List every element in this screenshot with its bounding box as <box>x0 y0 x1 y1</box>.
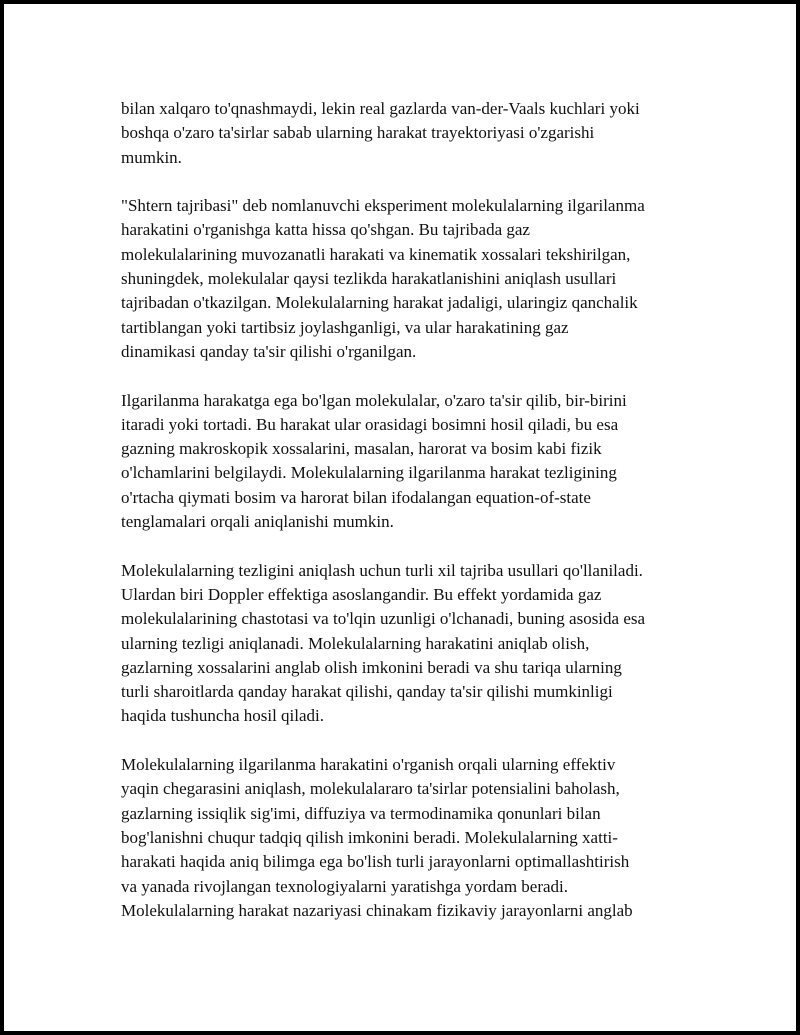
text-line: Ulardan biri Doppler effektiga asoslangandir. Bu effekt yordamida gaz <box>121 584 602 604</box>
text-line: bog'lanishni chuqur tadqiq qilish imkonini beradi. Molekulalarning xatti- <box>121 827 618 847</box>
text-line: molekulalarining chastotasi va to'lqin uzunligi o'lchanadi, buning asosida esa <box>121 609 646 629</box>
text-line: o'rtacha qiymati bosim va harorat bilan ifodalangan equation-of-state <box>121 487 591 507</box>
text-line: yaqin chegarasini aniqlash, molekulalararo ta'sirlar potensialini baholash, <box>121 779 620 799</box>
text-line: haqida tushuncha hosil qiladi. <box>121 706 325 726</box>
text-line: tajribadan o'tkazilgan. Molekulalarning harakat jadaligi, ularingiz qanchalik <box>121 293 638 313</box>
text-line: turli sharoitlarda qanday harakat qilishi, qanday ta'sir qilishi mumkinligi <box>121 682 613 702</box>
paragraph <box>121 753 701 923</box>
paragraph <box>121 194 701 364</box>
paragraph <box>121 559 701 729</box>
text-line: mumkin. <box>121 147 182 167</box>
paragraph <box>121 97 701 170</box>
document-body <box>121 97 701 947</box>
text-line: "Shtern tajribasi" deb nomlanuvchi eksperiment molekulalarning ilgarilanma <box>121 196 645 216</box>
text-line: dinamikasi qanday ta'sir qilishi o'rganilgan. <box>121 341 417 361</box>
text-line: itaradi yoki tortadi. Bu harakat ular orasidagi bosimni hosil qiladi, bu esa <box>121 414 619 434</box>
text-line: Molekulalarning tezligini aniqlash uchun turli xil tajriba usullari qo'llaniladi. <box>121 560 643 580</box>
text-line: gazlarning issiqlik sig'imi, diffuziya va termodinamika qonunlari bilan <box>121 803 601 823</box>
text-line: gazning makroskopik xossalarini, masalan, harorat va bosim kabi fizik <box>121 439 602 459</box>
text-line: bilan xalqaro to'qnashmaydi, lekin real gazlarda van-der-Vaals kuchlari yoki <box>121 99 640 118</box>
paragraph <box>121 389 701 535</box>
text-line: o'lchamlarini belgilaydi. Molekulalarning ilgarilanma harakat tezligining <box>121 463 617 483</box>
text-line: tartiblangan yoki tartibsiz joylashganligi, va ular harakatining gaz <box>121 317 569 337</box>
text-line: shuningdek, molekulalar qaysi tezlikda harakatlanishini aniqlash usullari <box>121 269 617 289</box>
text-line: molekulalarining muvozanatli harakati va kinematik xossalari tekshirilgan, <box>121 244 631 264</box>
text-line: Ilgarilanma harakatga ega bo'lgan molekulalar, o'zaro ta'sir qilib, bir-birini <box>121 390 627 410</box>
text-line: gazlarning xossalarini anglab olish imkonini beradi va shu tariqa ularning <box>121 657 622 677</box>
text-line: ularning tezligi aniqlanadi. Molekulalarning harakatini aniqlab olish, <box>121 633 590 653</box>
text-line: harakatini o'rganishga katta hissa qo'shgan. Bu tajribada gaz <box>121 220 530 240</box>
text-line: Molekulalarning ilgarilanma harakatini o'rganish orqali ularning effektiv <box>121 755 616 775</box>
text-line: Molekulalarning harakat nazariyasi chinakam fizikaviy jarayonlarni anglab <box>121 900 633 920</box>
text-line: tenglamalari orqali aniqlanishi mumkin. <box>121 512 394 532</box>
text-line: boshqa o'zaro ta'sirlar sabab ularning harakat trayektoriyasi o'zgarishi <box>121 123 595 143</box>
text-line: va yanada rivojlangan texnologiyalarni yaratishga yordam beradi. <box>121 876 569 896</box>
text-line: harakati haqida aniq bilimga ega bo'lish turli jarayonlarni optimallashtirish <box>121 852 630 872</box>
